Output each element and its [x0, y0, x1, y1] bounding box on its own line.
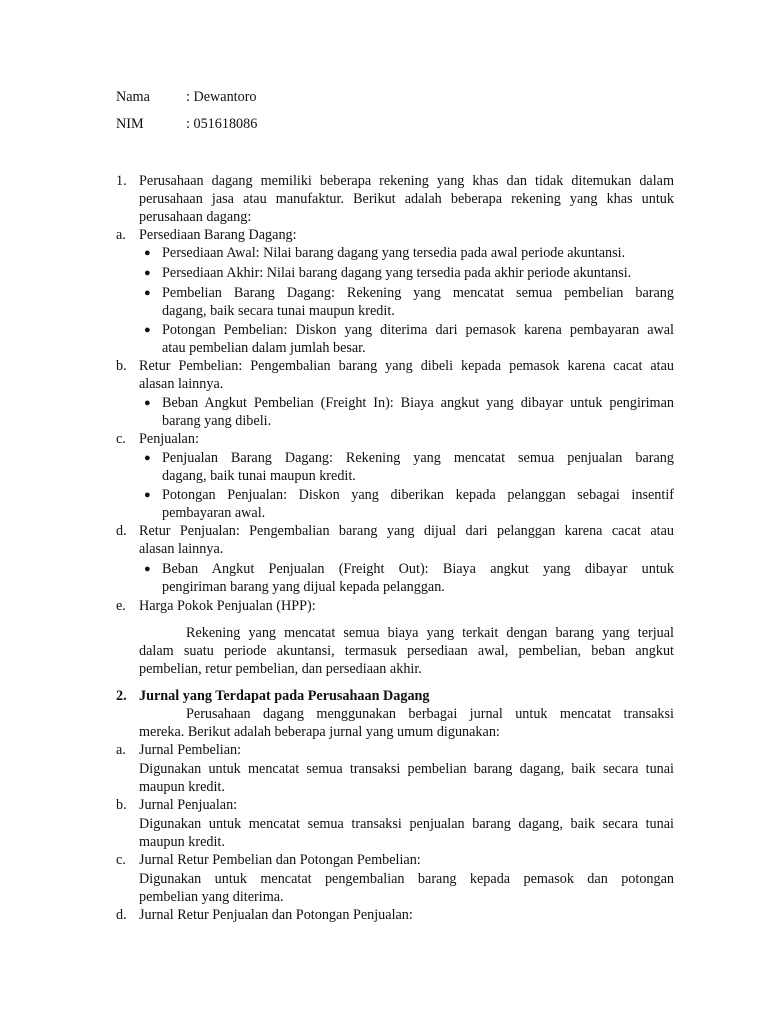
journal-a-desc-line2: maupun kredit. — [139, 779, 225, 795]
bullet-persediaan-awal: Persediaan Awal: Nilai barang dagang yang tersedia pada awal periode akuntansi. — [162, 245, 626, 261]
item-e-title: Harga Pokok Penjualan (HPP): — [139, 598, 316, 614]
bullet-pembelian-line2: dagang, baik secara tunai maupun kredit. — [162, 303, 395, 319]
bullet-icon: ● — [144, 563, 151, 575]
bullet-icon: ● — [144, 397, 151, 409]
bullet-potongan-penjualan-line1: Potongan Penjualan: Diskon yang diberikan kepada pelanggan sebagai insentif — [162, 487, 674, 503]
item-d-marker: d. — [116, 523, 127, 539]
section2-heading: Jurnal yang Terdapat pada Perusahaan Dagang — [139, 688, 430, 704]
hpp-paragraph-line2: dalam suatu periode akuntansi, termasuk persediaan awal, pembelian, beban angkut — [139, 643, 674, 659]
journal-b-desc-line2: maupun kredit. — [139, 834, 225, 850]
section1-intro-line3: perusahaan dagang: — [139, 209, 252, 225]
bullet-pembelian-line1: Pembelian Barang Dagang: Rekening yang mencatat semua pembelian barang — [162, 285, 674, 301]
journal-d-title: Jurnal Retur Penjualan dan Potongan Penjualan: — [139, 907, 413, 923]
journal-d-marker: d. — [116, 907, 127, 923]
bullet-persediaan-akhir: Persediaan Akhir: Nilai barang dagang yang tersedia pada akhir periode akuntansi. — [162, 265, 632, 281]
item-b-title-line2: alasan lainnya. — [139, 376, 224, 392]
journal-c-title: Jurnal Retur Pembelian dan Potongan Pembelian: — [139, 852, 421, 868]
section1-number: 1. — [116, 173, 127, 189]
bullet-potongan-penjualan-line2: pembayaran awal. — [162, 505, 266, 521]
bullet-potongan-pembelian-line2: atau pembelian dalam jumlah besar. — [162, 340, 366, 356]
item-a-marker: a. — [116, 227, 126, 243]
item-d-title-line2: alasan lainnya. — [139, 541, 224, 557]
journal-a-title: Jurnal Pembelian: — [139, 742, 242, 758]
bullet-freight-in-line2: barang yang dibeli. — [162, 413, 272, 429]
journal-a-desc-line1: Digunakan untuk mencatat semua transaksi pembelian barang dagang, baik secara tunai — [139, 761, 674, 777]
item-a-title: Persediaan Barang Dagang: — [139, 227, 297, 243]
bullet-penjualan-line1: Penjualan Barang Dagang: Rekening yang mencatat semua penjualan barang — [162, 450, 674, 466]
journal-c-desc-line1: Digunakan untuk mencatat pengembalian barang kepada pemasok dan potongan — [139, 871, 674, 887]
section2-number: 2. — [116, 688, 127, 704]
nim-label: NIM — [116, 116, 144, 132]
journal-b-title: Jurnal Penjualan: — [139, 797, 238, 813]
journal-b-marker: b. — [116, 797, 127, 813]
section2-intro-line1: Perusahaan dagang menggunakan berbagai jurnal untuk mencatat transaksi — [186, 706, 674, 722]
item-b-marker: b. — [116, 358, 127, 374]
section2-intro-line2: mereka. Berikut adalah beberapa jurnal yang umum digunakan: — [139, 724, 500, 740]
name-label: Nama — [116, 89, 150, 105]
bullet-icon: ● — [144, 452, 151, 464]
journal-a-marker: a. — [116, 742, 126, 758]
bullet-freight-out-line1: Beban Angkut Penjualan (Freight Out): Biaya angkut yang dibayar untuk — [162, 561, 674, 577]
bullet-icon: ● — [144, 489, 151, 501]
item-e-marker: e. — [116, 598, 126, 614]
bullet-freight-in-line1: Beban Angkut Pembelian (Freight In): Biaya angkut yang dibayar untuk pengiriman — [162, 395, 674, 411]
hpp-paragraph-line1: Rekening yang mencatat semua biaya yang terkait dengan barang yang terjual — [186, 625, 674, 641]
journal-b-desc-line1: Digunakan untuk mencatat semua transaksi penjualan barang dagang, baik secara tunai — [139, 816, 674, 832]
bullet-icon: ● — [144, 287, 151, 299]
bullet-freight-out-line2: pengiriman barang yang dijual kepada pelanggan. — [162, 579, 445, 595]
journal-c-desc-line2: pembelian yang diterima. — [139, 889, 284, 905]
bullet-potongan-pembelian-line1: Potongan Pembelian: Diskon yang diterima dari pemasok karena pembayaran awal — [162, 322, 674, 338]
name-value: : Dewantoro — [186, 89, 257, 105]
bullet-icon: ● — [144, 267, 151, 279]
nim-value: : 051618086 — [186, 116, 258, 132]
section1-intro-line1: Perusahaan dagang memiliki beberapa rekening yang khas dan tidak ditemukan dalam — [139, 173, 674, 189]
bullet-icon: ● — [144, 324, 151, 336]
item-b-title-line1: Retur Pembelian: Pengembalian barang yang dibeli kepada pemasok karena cacat atau — [139, 358, 674, 374]
hpp-paragraph-line3: pembelian, retur pembelian, dan persediaan akhir. — [139, 661, 422, 677]
journal-c-marker: c. — [116, 852, 126, 868]
item-c-marker: c. — [116, 431, 126, 447]
bullet-penjualan-line2: dagang, baik tunai maupun kredit. — [162, 468, 356, 484]
section1-intro-line2: perusahaan jasa atau manufaktur. Berikut adalah beberapa rekening yang khas untuk — [139, 191, 674, 207]
bullet-icon: ● — [144, 247, 151, 259]
item-d-title-line1: Retur Penjualan: Pengembalian barang yang dijual dari pelanggan karena cacat atau — [139, 523, 674, 539]
item-c-title: Penjualan: — [139, 431, 199, 447]
